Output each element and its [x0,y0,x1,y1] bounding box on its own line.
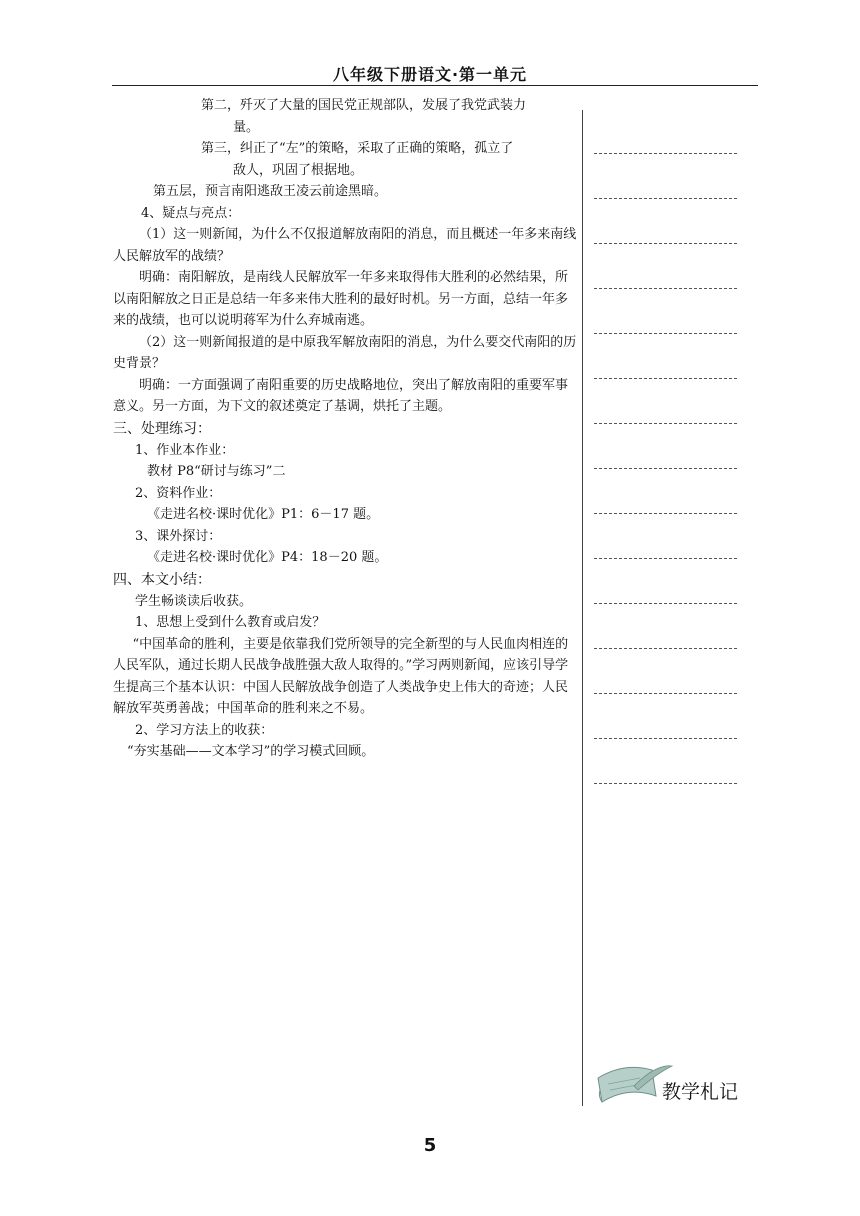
note-line [594,783,737,784]
note-line [594,558,737,559]
paragraph: “中国革命的胜利，主要是依靠我们党所领导的完全新型的与人民血肉相连的人民军队，通过长期人民战争战胜强大敌人取得的。”学习两则新闻，应该引导学生提高三个基本认识：中国人民解放战争创造了人类战争史上伟大的奇迹；人民解放军英勇善战；中国革命的胜利来之不易。 [113,636,569,716]
note-line [594,468,737,469]
paragraph: 4、疑点与亮点： [141,205,241,221]
paragraph-line: 第二，歼灭了大量的国民党正规部队，发展了我党武装力 [201,98,527,113]
paragraph [113,138,577,181]
paragraph: “夯实基础——文本学习”的学习模式回顾。 [127,744,375,759]
paragraph: 明确：一方面强调了南阳重要的历史战略地位，突出了解放南阳的重要军事意义。另一方面，为下文的叙述奠定了基调，烘托了主题。 [113,377,569,414]
note-line [594,153,737,154]
paragraph-line: 第三，纠正了“左”的策略，采取了正确的策略，孤立了 [201,141,514,156]
list-item: 1、思想上受到什么教育或启发？ [135,615,326,630]
paragraph: 学生畅谈读后收获。 [135,593,253,609]
note-line [594,198,737,199]
note-line [594,738,737,739]
paragraph-line: 量。 [233,119,260,135]
list-item: 3、课外探讨： [135,528,222,544]
page-number: 5 [423,1135,437,1156]
paragraph: 明确：南阳解放，是南线人民解放军一年多来取得伟大胜利的必然结果，所以南阳解放之日正是总结一年多来伟大胜利的最好时机。另一方面，总结一年多来的战绩，也可以说明蒋军为什么弃城南逃。 [113,270,569,328]
list-item: 2、学习方法上的收获： [135,722,274,738]
note-line [594,513,737,514]
teaching-notes-label: 教学札记 [662,1081,739,1103]
paragraph [113,95,577,138]
section-heading: 三、处理练习： [113,420,211,437]
note-line [594,693,737,694]
list-item: 教材 P8“研讨与练习”二 [147,464,286,479]
note-line [594,378,737,379]
paragraph-line: 敌人，巩固了根据地。 [233,162,364,178]
list-item: 《走进名校·课时优化》P1：6－17 题。 [147,507,380,522]
note-line [594,423,737,424]
margin-divider [582,110,583,1106]
paragraph: 第五层，预言南阳逃敌王凌云前途黑暗。 [153,184,388,199]
note-line [594,333,737,334]
paragraph: （2）这一则新闻报道的是中原我军解放南阳的消息，为什么要交代南阳的历史背景？ [113,334,577,371]
list-item: 2、资料作业： [135,485,222,501]
section-heading: 四、本文小结： [113,571,211,588]
list-item: 1、作业本作业： [135,442,235,458]
main-text [113,95,577,763]
list-item: 《走进名校·课时优化》P4：18－20 题。 [147,550,388,565]
paragraph: （1）这一则新闻，为什么不仅报道解放南阳的消息，而且概述一年多来南线人民解放军的战绩？ [113,227,577,264]
header-rule [112,85,758,86]
note-line [594,648,737,649]
note-line [594,603,737,604]
note-line [594,288,737,289]
page-header-title: 八年级下册语文·第一单元 [332,65,528,84]
note-line [594,243,737,244]
